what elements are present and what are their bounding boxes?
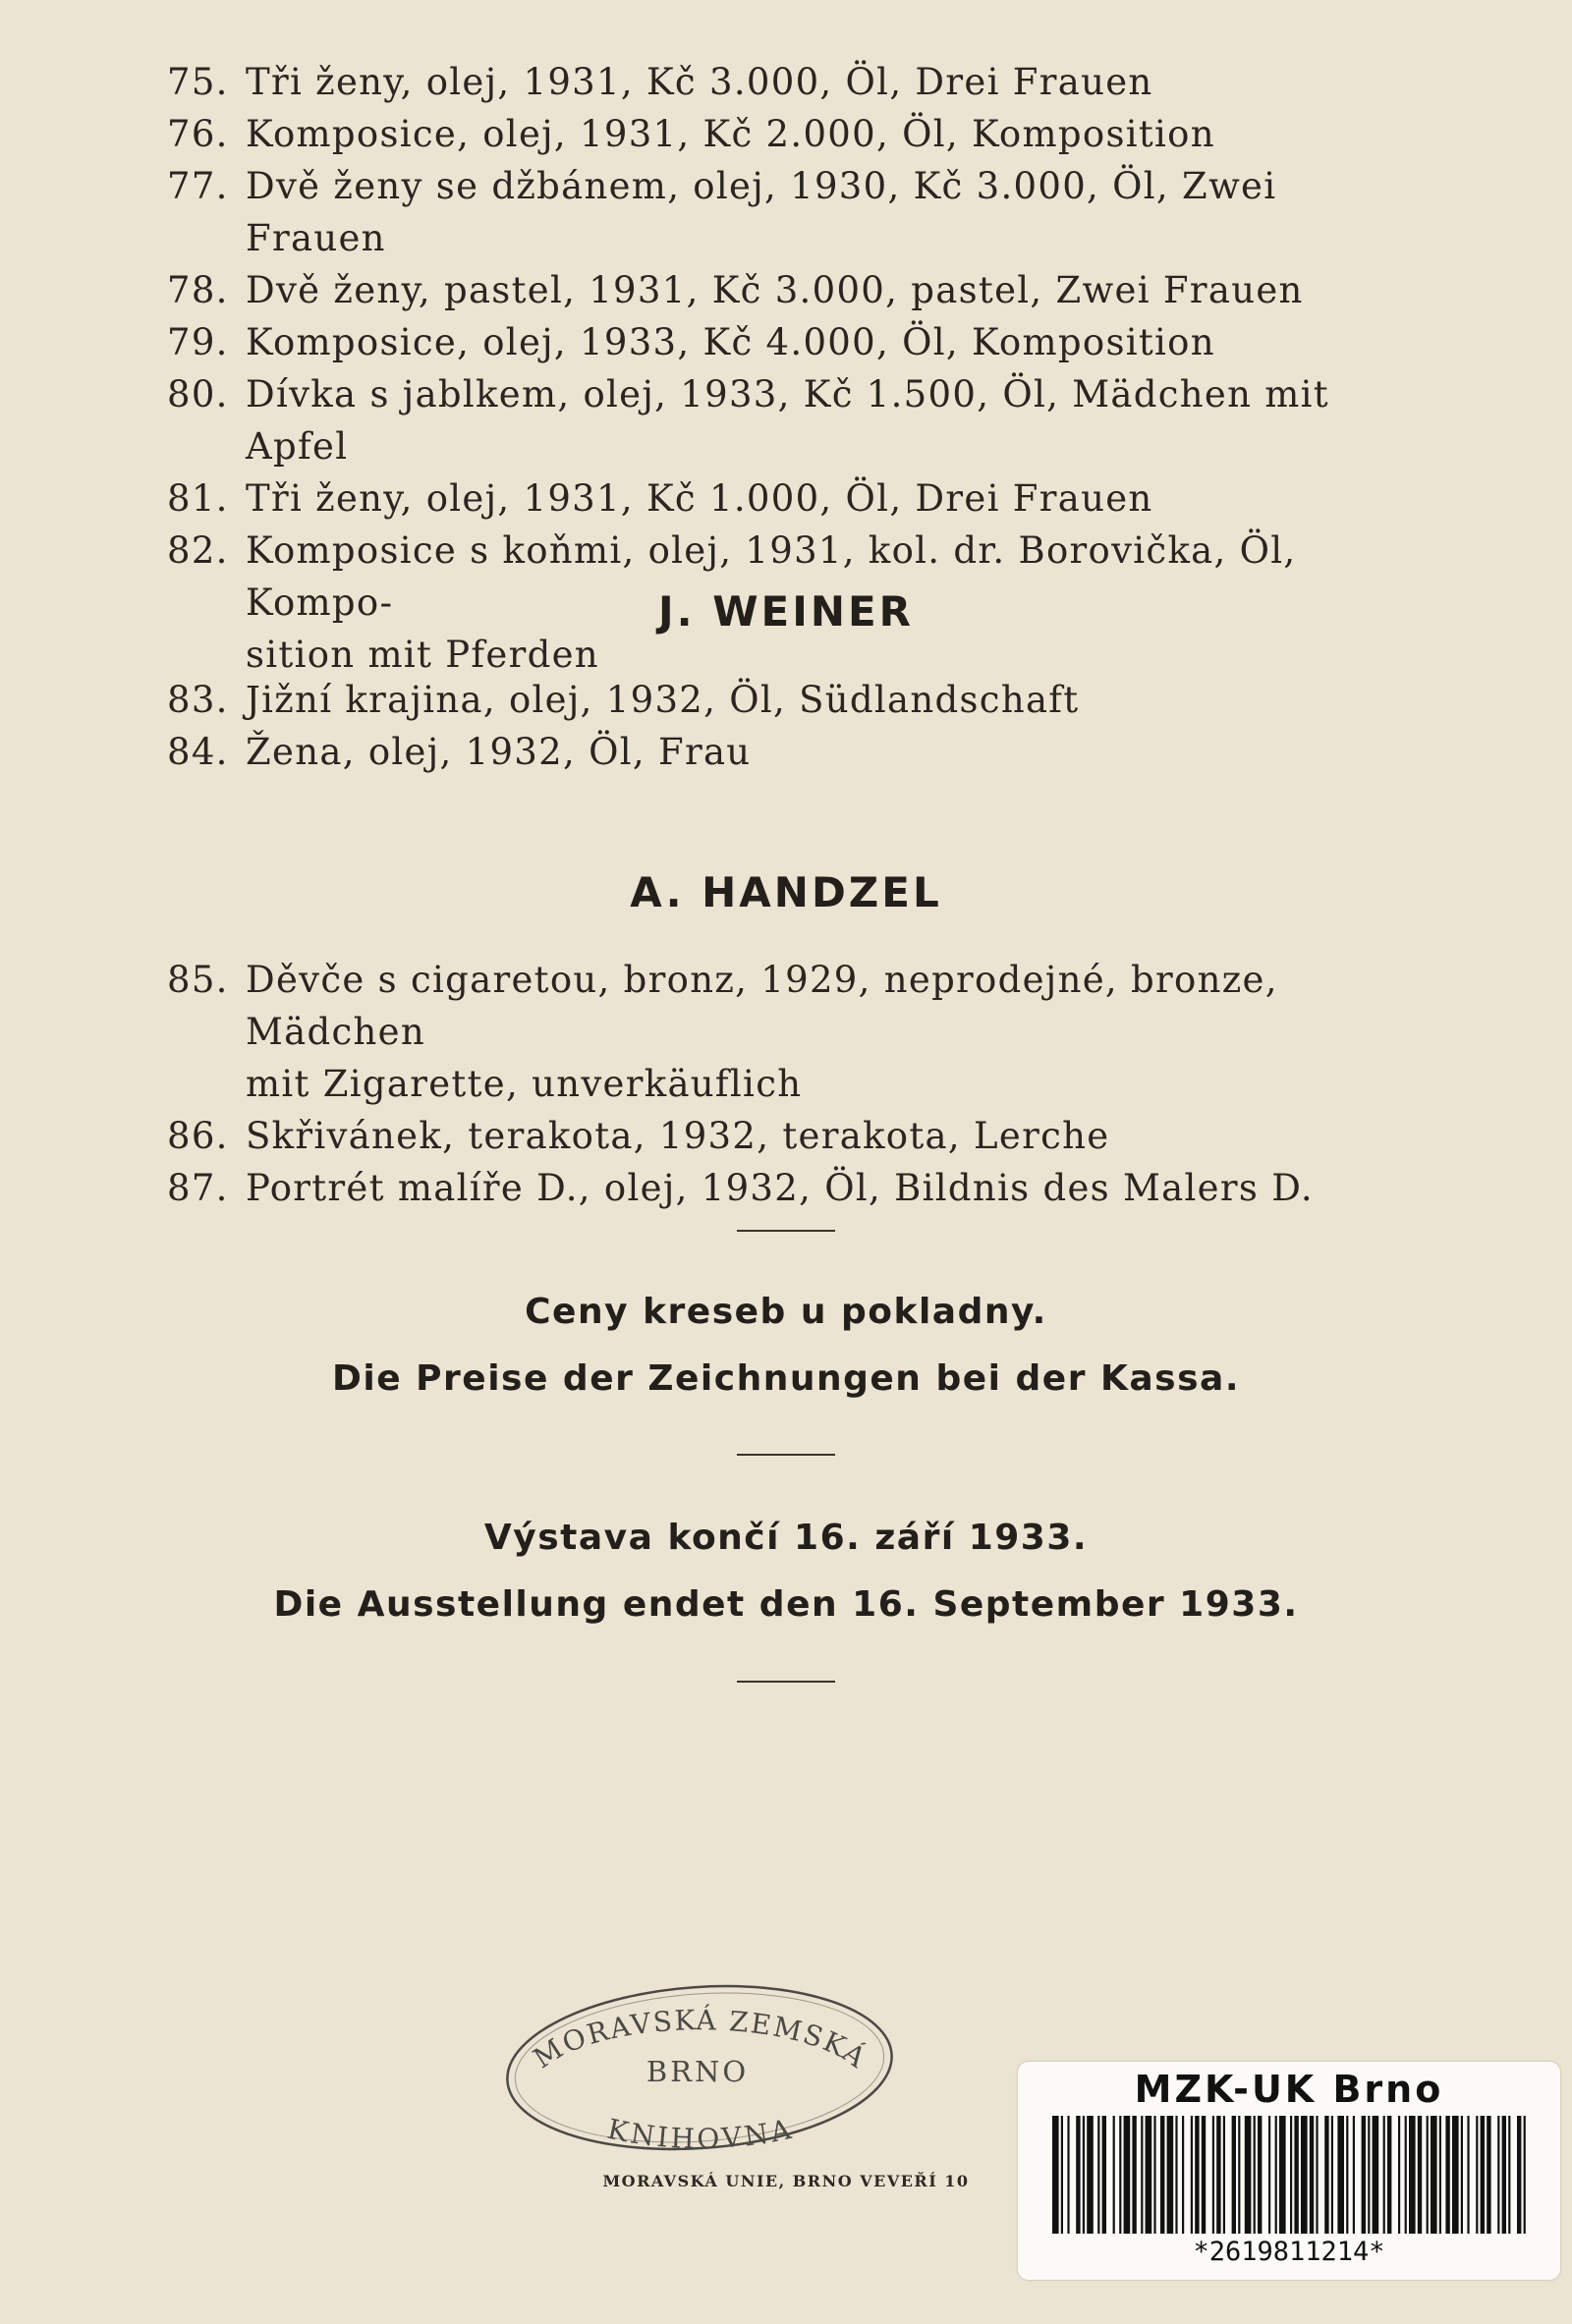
catalog-item — [167, 472, 1405, 525]
item-number: 84. — [167, 731, 229, 773]
item-number: 77. — [167, 165, 229, 207]
item-text-continuation: sition mit Pferden — [246, 634, 599, 676]
item-text: Skřivánek, terakota, 1932, terakota, Lerche — [246, 1115, 1110, 1157]
prices-note-czech: Ceny kreseb u pokladny. — [525, 1292, 1047, 1332]
item-number: 78. — [167, 269, 229, 311]
exhibition-end-german: Die Ausstellung endet den 16. September 1933. — [273, 1584, 1299, 1625]
item-text: Děvče s cigaretou, bronz, 1929, neprodejné, bronze, Mädchen — [246, 959, 1278, 1053]
prices-note — [0, 1279, 1572, 1412]
catalog-item — [167, 674, 1405, 726]
label-title: MZK-UK Brno — [1134, 2068, 1444, 2111]
printer-imprint: MORAVSKÁ UNIE, BRNO VEVEŘÍ 10 — [602, 2172, 970, 2190]
stamp-top-text: MORAVSKÁ ZEMSKÁ — [527, 2004, 873, 2075]
item-text: Jižní krajina, olej, 1932, Öl, Südlandschaft — [246, 679, 1080, 721]
catalog-item — [167, 56, 1405, 108]
barcode-number: *2619811214* — [1193, 2237, 1385, 2267]
divider — [737, 1454, 835, 1456]
item-number: 76. — [167, 113, 229, 155]
divider — [737, 1681, 835, 1683]
item-number: 79. — [167, 321, 229, 363]
item-text-continuation: mit Zigarette, unverkäuflich — [246, 1063, 803, 1105]
catalog-item — [167, 264, 1405, 316]
catalog-item — [167, 1110, 1405, 1162]
item-text: Dvě ženy se džbánem, olej, 1930, Kč 3.000, Öl, Zwei Frauen — [246, 165, 1277, 259]
item-text: Komposice s koňmi, olej, 1931, kol. dr. Borovička, Öl, Kompo- — [246, 529, 1297, 624]
library-stamp — [496, 1979, 899, 2156]
item-text: Dívka s jablkem, olej, 1933, Kč 1.500, Öl, Mädchen mit Apfel — [246, 373, 1329, 468]
stamp-bottom-text: KNIHOVNA — [604, 2112, 796, 2156]
item-number: 83. — [167, 679, 229, 721]
item-number: 80. — [167, 373, 229, 415]
item-number: 86. — [167, 1115, 229, 1157]
exhibition-end-note — [0, 1505, 1572, 1638]
item-number: 87. — [167, 1167, 229, 1209]
item-number: 82. — [167, 529, 229, 572]
artist-heading-weiner: J. WEINER — [657, 587, 915, 636]
catalog-item — [167, 954, 1405, 1110]
item-text: Tři ženy, olej, 1931, Kč 1.000, Öl, Drei Frauen — [246, 477, 1153, 520]
item-text: Žena, olej, 1932, Öl, Frau — [246, 731, 752, 773]
exhibition-end-czech: Výstava končí 16. září 1933. — [483, 1518, 1089, 1558]
catalog-item — [167, 108, 1405, 160]
prices-note-german: Die Preise der Zeichnungen bei der Kassa. — [331, 1358, 1241, 1399]
item-number: 75. — [167, 61, 229, 103]
handzel-list — [167, 954, 1405, 1214]
item-text: Komposice, olej, 1931, Kč 2.000, Öl, Komposition — [246, 113, 1215, 155]
artist-heading-handzel: A. HANDZEL — [630, 868, 942, 916]
item-number: 81. — [167, 477, 229, 520]
catalog-item — [167, 316, 1405, 368]
stamp-middle-text: BRNO — [646, 2055, 750, 2088]
catalog-item — [167, 160, 1405, 264]
item-text: Komposice, olej, 1933, Kč 4.000, Öl, Komposition — [246, 321, 1215, 363]
item-number: 85. — [167, 959, 229, 1001]
barcode-icon — [1052, 2116, 1529, 2234]
item-text: Portrét malíře D., olej, 1932, Öl, Bildnis des Malers D. — [246, 1167, 1314, 1209]
divider — [737, 1230, 835, 1232]
library-barcode-label — [1017, 2061, 1561, 2281]
item-text: Dvě ženy, pastel, 1931, Kč 3.000, pastel, Zwei Frauen — [246, 269, 1304, 311]
weiner-list — [167, 674, 1405, 778]
item-text: Tři ženy, olej, 1931, Kč 3.000, Öl, Drei Frauen — [246, 61, 1153, 103]
catalog-item — [167, 1162, 1405, 1214]
catalog-item — [167, 368, 1405, 472]
catalog-item — [167, 726, 1405, 778]
